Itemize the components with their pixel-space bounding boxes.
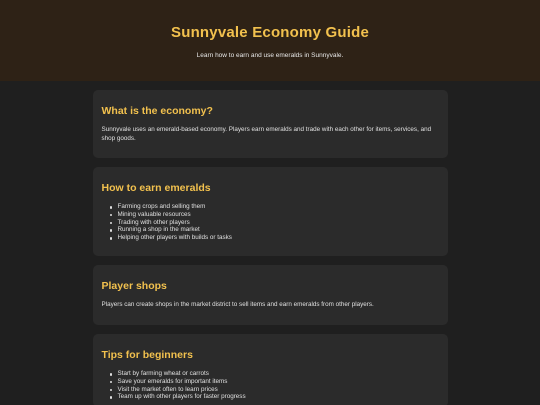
section-card-earn-emeralds — [93, 167, 448, 256]
page-header — [0, 0, 540, 81]
main-content — [93, 90, 448, 405]
section-heading: What is the economy? — [101, 105, 213, 117]
section-heading: Player shops — [101, 280, 167, 292]
list-item: Mining valuable resources — [110, 211, 439, 219]
earn-methods-list — [102, 203, 439, 242]
list-item: Farming crops and selling them — [110, 203, 439, 211]
section-card-player-shops — [93, 265, 448, 325]
section-card-economy — [93, 90, 448, 158]
section-heading: Tips for beginners — [101, 349, 193, 361]
section-text: Sunnyvale uses an emerald-based economy. Players earn emeralds and trade with each other for items, services, and shop goods. — [101, 126, 432, 142]
page-title: Sunnyvale Economy Guide — [171, 24, 369, 41]
list-item: Visit the market often to learn prices — [110, 386, 439, 394]
list-item: Helping other players with builds or tasks — [110, 234, 439, 242]
tips-list — [102, 370, 439, 401]
page-subtitle: Learn how to earn and use emeralds in Sunnyvale. — [196, 52, 344, 59]
section-text: Players can create shops in the market district to sell items and earn emeralds from other players. — [101, 301, 374, 308]
section-heading: How to earn emeralds — [101, 182, 211, 194]
list-item: Start by farming wheat or carrots — [110, 370, 439, 378]
section-card-tips — [93, 334, 448, 405]
list-item: Team up with other players for faster progress — [110, 393, 439, 401]
list-item: Save your emeralds for important items — [110, 378, 439, 386]
list-item: Running a shop in the market — [110, 226, 439, 234]
list-item: Trading with other players — [110, 219, 439, 227]
